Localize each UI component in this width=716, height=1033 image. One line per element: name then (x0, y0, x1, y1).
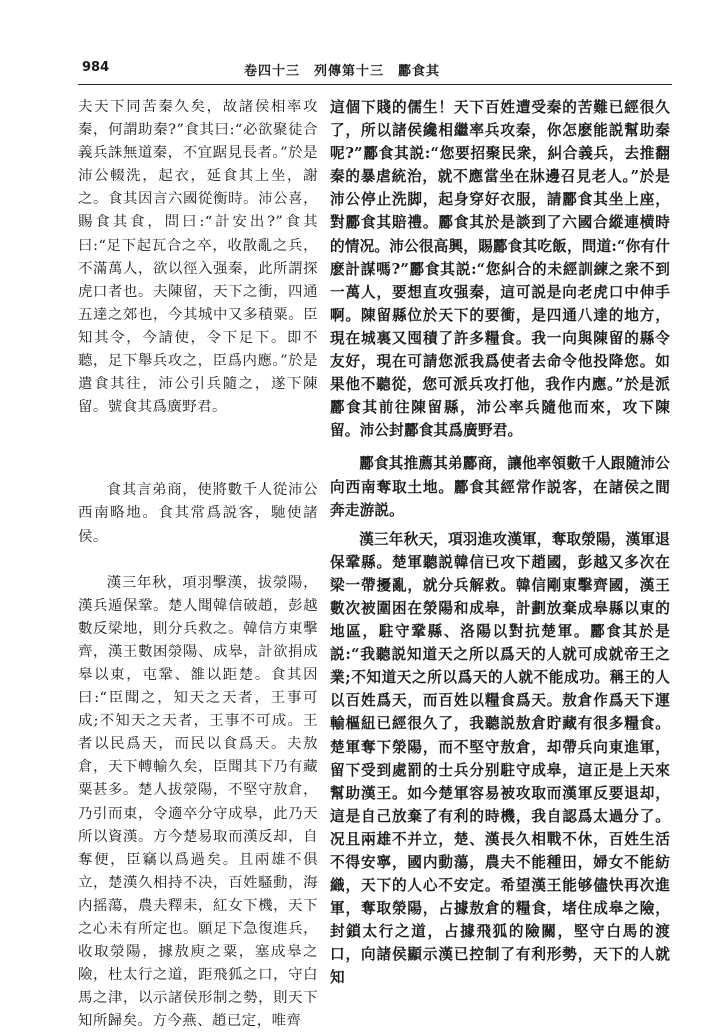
classical-paragraph-2: 食其言弟商，使將數千人從沛公西南略地。食其常爲説客，馳使諸侯。 (78, 482, 318, 545)
translation-paragraph-3: 漢三年秋天，項羽進攻漢軍，奪取滎陽，漢軍退保鞏縣。楚軍聽説韓信已攻下趙國，彭越又多次在梁一帶擾亂，就分兵解救。韓信剛東擊齊國，漢王數次被圍困在滎陽和成皋，計劃放棄成皋縣以東的地區，駐守鞏縣、洛陽以對抗楚軍。酈食其於是説:“我聽説知道天之所以爲天的人就可成就帝王之業;不知道天之所以爲天的人就不能成功。稱王的人以百姓爲天，而百姓以糧食爲天。敖倉作爲天下運輸樞紐已經很久了，我聽説敖倉貯藏有很多糧食。楚軍奪下滎陽，而不堅守敖倉，却帶兵向東進軍，留下受到處罰的士兵分别駐守成皋，這正是上天來幫助漢王。如今楚軍容易被攻取而漢軍反要退却，這是自己放棄了有利的時機，我自認爲太過分了。况且兩雄不并立，楚、漢長久相戰不休，百姓生活不得安寧，國内動蕩，農夫不能種田，婦女不能紡織，天下的人心不安定。希望漢王能够儘快再次進軍，奪取滎陽，占據敖倉的糧食，堵住成皋之險，封鎖太行之道，占據飛狐的險關，堅守白馬的渡口，向諸侯顯示漢已控制了有利形勢，天下的人就知 (330, 530, 670, 987)
translation-column (330, 96, 670, 987)
page-header (82, 60, 670, 82)
classical-text-column (78, 96, 318, 1030)
running-title: 卷四十三 列傳第十三 酈食其 (244, 64, 441, 79)
classical-paragraph-1: 夫天下同苦秦久矣，故諸侯相率攻秦，何謂助秦?”食其曰:“必欲聚徒合義兵誅無道秦，不宜踞見長者。”於是沛公輟洗，起衣，延食其上坐，謝之。食其因言六國從衡時。沛公喜，賜食其食，問曰:“計安出?”食其曰:“足下起瓦合之卒，收散亂之兵，不滿萬人，欲以徑入强秦，此所謂探虎口者也。夫陳留，天下之衝，四通五達之郊也，今其城中又多積粟。臣知其令，今請使，令下足下。即不聽，足下舉兵攻之，臣爲内應。”於是遣食其往，沛公引兵隨之，遂下陳留。號食其爲廣野君。 (78, 99, 318, 416)
page-number: 984 (82, 60, 110, 75)
classical-paragraph-3: 漢三年秋，項羽擊漢，拔滎陽，漢兵遁保鞏。楚人聞韓信破趙，彭越數反梁地，則分兵救之。韓信方東擊齊，漢王數困滎陽、成皋，計欲捐成皋以東，屯鞏、雒以距楚。食其因曰:“臣聞之，知天之天者，王事可成;不知天之天者，王事不可成。王者以民爲天，而民以食爲天。夫敖倉，天下轉輸久矣，臣聞其下乃有藏粟甚多。楚人拔滎陽，不堅守敖倉，乃引而東，令適卒分守成皋，此乃天所以資漢。方今楚易取而漢反却，自奪便，臣竊以爲過矣。且兩雄不俱立，楚漢久相持不决，百姓騷動，海内摇蕩，農夫釋耒，紅女下機，天下之心未有所定也。願足下急復進兵，收取滎陽，據敖庾之粟，塞成皋之險，杜太行之道，距飛狐之口，守白馬之津，以示諸侯形制之勢，則天下知所歸矣。方今燕、趙已定，唯齊 (78, 574, 318, 1030)
translation-paragraph-1: 這個下賤的儒生！天下百姓遭受秦的苦難已經很久了，所以諸侯纔相繼率兵攻秦，你怎麽能説幫助秦呢?”酈食其説:“您要招聚民衆，糾合義兵，去推翻秦的暴虐統治，就不應當坐在牀邊召見老人。”於是沛公停止洗脚，起身穿好衣服，請酈食其坐上座，對酈食其賠禮。酈食其於是談到了六國合縱連横時的情况。沛公很高興，賜酈食其吃飯，問道:“你有什麽計謀嗎?”酈食其説:“您糾合的未經訓練之衆不到一萬人，要想直攻强秦，這可説是向老虎口中伸手啊。陳留縣位於天下的要衝，是四通八達的地方，現在城裏又囤積了許多糧食。我一向與陳留的縣令友好，現在可請您派我爲使者去命令他投降您。如果他不聽從，您可派兵攻打他，我作内應。”於是派酈食其前往陳留縣，沛公率兵隨他而來，攻下陳留。沛公封酈食其爲廣野君。 (330, 99, 670, 440)
header-rule (78, 84, 672, 85)
translation-paragraph-2: 酈食其推薦其弟酈商，讓他率領數千人跟隨沛公向西南奪取土地。酈食其經常作説客，在諸侯之間奔走游説。 (330, 455, 670, 519)
